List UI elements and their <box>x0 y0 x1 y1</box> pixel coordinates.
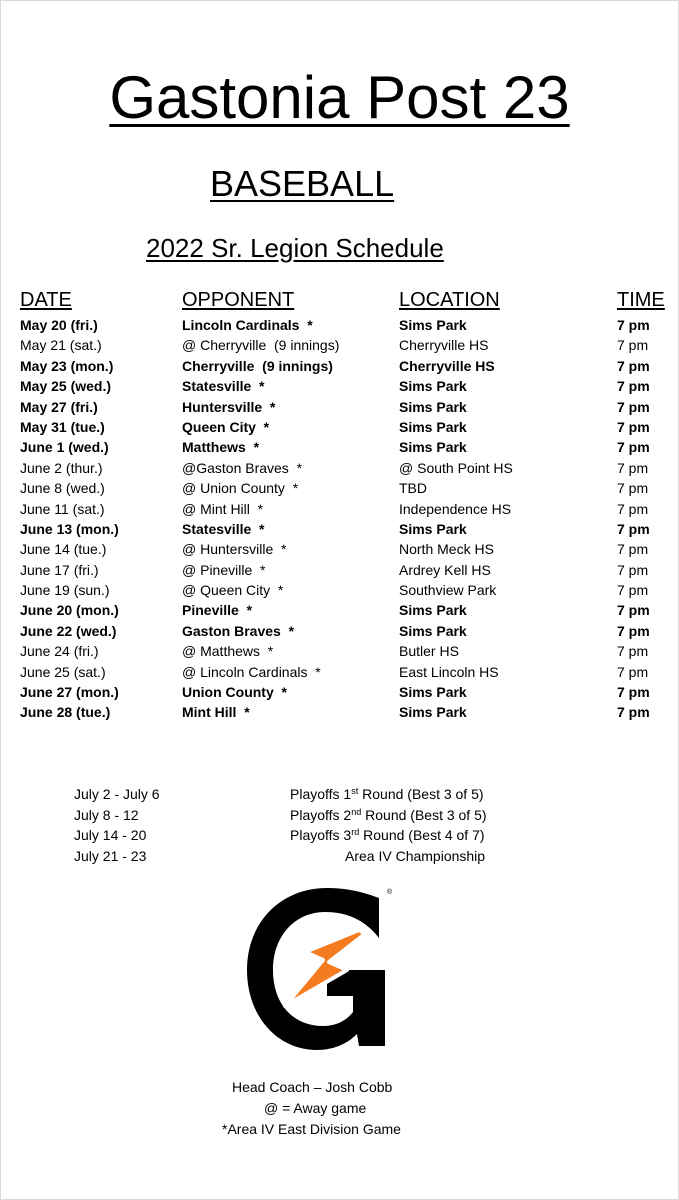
game-time: 7 pm <box>617 357 650 374</box>
game-location: @ South Point HS <box>399 459 513 476</box>
game-opponent: Statesville * <box>182 520 265 537</box>
registered-mark: ® <box>387 889 393 896</box>
playoff-row <box>0 846 679 867</box>
game-location: Sims Park <box>399 684 467 701</box>
game-date: June 20 (mon.) <box>20 602 119 619</box>
header-location: LOCATION <box>399 289 500 311</box>
away-game-note: @ = Away game <box>264 1100 367 1116</box>
game-opponent: Cherryville (9 innings) <box>182 357 333 374</box>
table-row <box>0 621 679 641</box>
head-coach: Head Coach – Josh Cobb <box>232 1079 393 1095</box>
playoff-event-label: Playoffs 1 <box>290 786 352 802</box>
game-date: June 1 (wed.) <box>20 439 109 456</box>
playoff-event-label: Playoffs 2 <box>290 806 352 823</box>
playoff-event <box>290 805 487 826</box>
game-time: 7 pm <box>617 378 650 395</box>
game-location: Independence HS <box>399 500 512 517</box>
game-date: June 27 (mon.) <box>20 684 119 701</box>
table-row <box>0 315 679 335</box>
game-location: Southview Park <box>399 582 497 599</box>
playoff-event-label: Playoffs 3 <box>290 827 352 843</box>
footer-notes <box>0 1077 679 1140</box>
playoff-event <box>290 784 484 805</box>
playoff-event-detail: Round (Best 4 of 7) <box>359 827 485 843</box>
table-row <box>0 641 679 661</box>
game-opponent: Union County * <box>182 684 287 701</box>
game-location: Sims Park <box>399 622 467 639</box>
game-date: June 25 (sat.) <box>20 663 106 680</box>
game-location: Sims Park <box>399 398 467 415</box>
game-date: June 19 (sun.) <box>20 582 110 599</box>
playoff-dates: July 2 - July 6 <box>74 786 160 802</box>
game-location: Sims Park <box>399 439 467 456</box>
game-date: June 28 (tue.) <box>20 704 111 721</box>
game-opponent: Mint Hill * <box>182 704 250 721</box>
header-opponent: OPPONENT <box>182 289 295 311</box>
game-date: June 17 (fri.) <box>20 561 99 578</box>
game-location: Sims Park <box>399 378 467 395</box>
game-opponent: Gaston Braves * <box>182 622 295 639</box>
game-time: 7 pm <box>617 398 650 415</box>
playoffs-list <box>0 784 679 866</box>
game-opponent: Huntersville * <box>182 398 276 415</box>
game-location: Butler HS <box>399 643 459 660</box>
game-opponent: @ Mint Hill * <box>182 500 264 517</box>
game-date: June 24 (fri.) <box>20 643 99 660</box>
game-opponent: @ Huntersville * <box>182 541 287 558</box>
ordinal-suffix: st <box>351 786 359 796</box>
game-opponent: Queen City * <box>182 418 270 435</box>
game-time: 7 pm <box>617 337 649 354</box>
gatorade-g-logo <box>243 886 395 1052</box>
document-subtitle: BASEBALL <box>210 163 395 204</box>
game-opponent: Lincoln Cardinals * <box>182 317 313 333</box>
game-location: Cherryville HS <box>399 357 495 374</box>
game-time: 7 pm <box>617 663 649 680</box>
game-opponent: Matthews * <box>182 439 260 456</box>
table-row <box>0 397 679 417</box>
table-row <box>0 437 679 457</box>
schedule-title: 2022 Sr. Legion Schedule <box>146 233 444 263</box>
game-location: Sims Park <box>399 520 467 537</box>
game-date: June 22 (wed.) <box>20 622 117 639</box>
table-row <box>0 560 679 580</box>
game-time: 7 pm <box>617 602 650 619</box>
game-opponent: @ Queen City * <box>182 582 284 599</box>
game-opponent: @Gaston Braves * <box>182 459 303 476</box>
game-location: East Lincoln HS <box>399 663 499 680</box>
playoff-event-label: Area IV Championship <box>345 847 486 864</box>
game-location: Sims Park <box>399 418 467 435</box>
game-time: 7 pm <box>617 704 650 721</box>
game-time: 7 pm <box>617 622 650 639</box>
game-opponent: @ Cherryville (9 innings) <box>182 337 340 354</box>
playoff-event-detail: Round (Best 3 of 5) <box>358 786 484 802</box>
game-time: 7 pm <box>617 418 650 435</box>
game-date: May 31 (tue.) <box>20 418 105 435</box>
game-time: 7 pm <box>617 561 649 578</box>
game-time: 7 pm <box>617 480 649 497</box>
game-date: June 14 (tue.) <box>20 541 107 558</box>
game-time: 7 pm <box>617 459 649 476</box>
document-title: Gastonia Post 23 <box>109 64 570 131</box>
header-time: TIME <box>617 289 665 311</box>
game-date: June 2 (thur.) <box>20 459 103 476</box>
playoff-row <box>0 784 679 805</box>
game-date: June 11 (sat.) <box>20 500 105 517</box>
playoff-row <box>0 805 679 826</box>
table-row <box>0 417 679 437</box>
game-location: Sims Park <box>399 704 467 721</box>
table-row <box>0 376 679 396</box>
game-date: May 23 (mon.) <box>20 357 114 374</box>
ordinal-suffix: rd <box>351 827 360 837</box>
table-row <box>0 702 679 722</box>
table-row <box>0 662 679 682</box>
game-time: 7 pm <box>617 582 649 599</box>
game-location: Sims Park <box>399 317 467 333</box>
game-date: June 8 (wed.) <box>20 480 105 497</box>
playoff-event <box>345 846 485 867</box>
game-location: North Meck HS <box>399 541 494 558</box>
table-row <box>0 519 679 539</box>
table-row <box>0 499 679 519</box>
schedule-table <box>0 315 679 723</box>
game-date: May 20 (fri.) <box>20 317 98 333</box>
game-date: June 13 (mon.) <box>20 520 119 537</box>
table-row <box>0 478 679 498</box>
table-row <box>0 580 679 600</box>
playoff-row <box>0 825 679 846</box>
game-opponent: Pineville * <box>182 602 253 619</box>
game-opponent: @ Pineville * <box>182 561 266 578</box>
division-game-note: *Area IV East Division Game <box>222 1121 401 1137</box>
ordinal-suffix: nd <box>351 806 362 817</box>
playoff-dates: July 14 - 20 <box>74 827 147 843</box>
game-time: 7 pm <box>617 500 649 517</box>
game-location: Sims Park <box>399 602 467 619</box>
table-row <box>0 458 679 478</box>
game-date: May 21 (sat.) <box>20 337 102 354</box>
game-date: May 27 (fri.) <box>20 398 98 415</box>
playoff-event-detail: Round (Best 3 of 5) <box>361 806 487 823</box>
game-opponent: @ Matthews * <box>182 643 274 660</box>
game-time: 7 pm <box>617 439 650 456</box>
game-time: 7 pm <box>617 520 650 537</box>
table-row <box>0 356 679 376</box>
table-row <box>0 682 679 702</box>
game-opponent: @ Union County * <box>182 480 299 497</box>
game-time: 7 pm <box>617 541 649 558</box>
game-time: 7 pm <box>617 643 649 660</box>
game-opponent: Statesville * <box>182 378 265 395</box>
game-date: May 25 (wed.) <box>20 378 112 395</box>
game-time: 7 pm <box>617 317 650 333</box>
playoff-dates: July 8 - 12 <box>74 806 139 823</box>
table-row <box>0 335 679 355</box>
game-location: TBD <box>399 480 427 497</box>
header-date: DATE <box>20 289 72 311</box>
game-location: Ardrey Kell HS <box>399 561 491 578</box>
playoff-event <box>290 825 485 846</box>
table-row <box>0 600 679 620</box>
playoff-dates: July 21 - 23 <box>74 847 147 864</box>
game-time: 7 pm <box>617 684 650 701</box>
table-row <box>0 539 679 559</box>
game-opponent: @ Lincoln Cardinals * <box>182 663 321 680</box>
game-location: Cherryville HS <box>399 337 489 354</box>
